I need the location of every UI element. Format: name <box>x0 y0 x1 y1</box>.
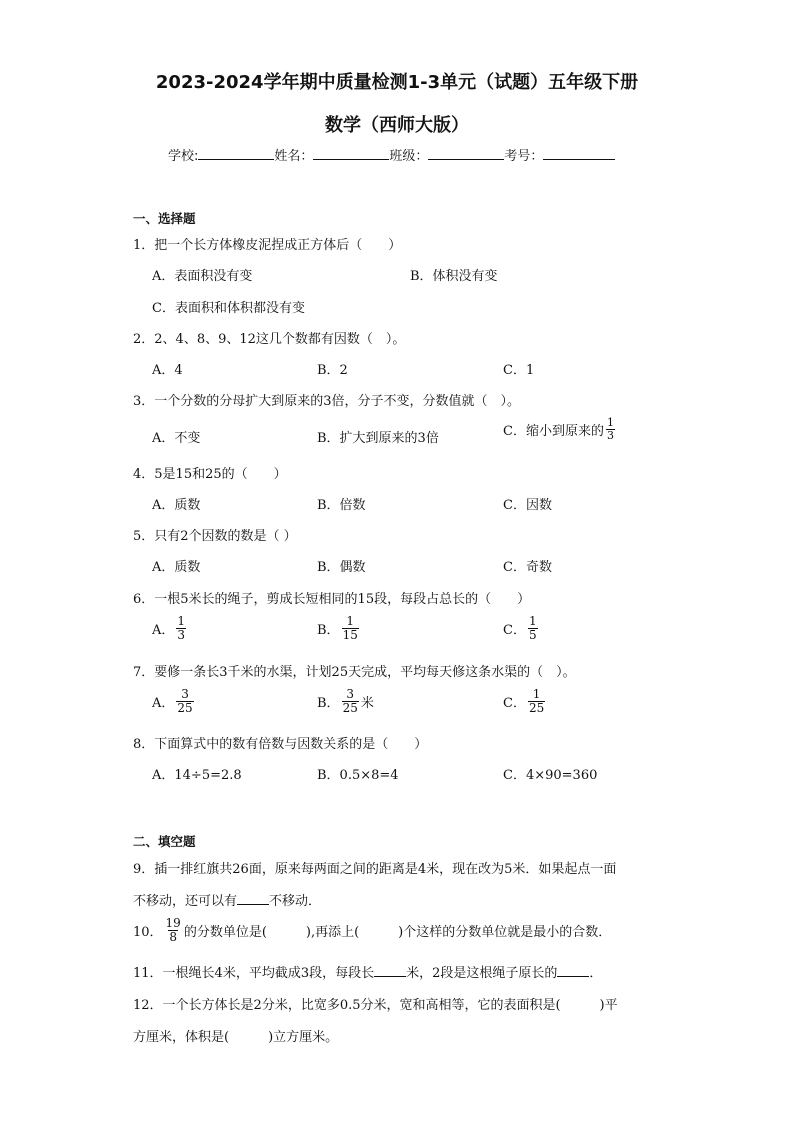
q8-option-a[interactable]: A．14÷5=2.8 <box>152 768 242 783</box>
page-subtitle: 数学（西师大版） <box>325 115 469 136</box>
q7-option-b[interactable] <box>317 688 374 714</box>
q11-text-a: 11．一根绳长4米，平均截成3段，每段长 <box>133 966 375 981</box>
q3-option-a[interactable]: A．不变 <box>152 431 201 446</box>
q5-option-c[interactable]: C．奇数 <box>503 560 552 575</box>
question-1: 1．把一个长方体橡皮泥捏成正方体后（ ） <box>133 238 402 253</box>
denominator: 5 <box>528 627 537 642</box>
numerator: 1 <box>528 614 537 628</box>
numerator: 3 <box>181 687 189 701</box>
denominator: 25 <box>342 700 358 715</box>
q7-option-b-label: B． <box>317 695 340 711</box>
question-9-line2 <box>133 890 321 909</box>
question-9-line1: 9．插一排红旗共26面，原来每两面之间的距离是4米，现在改为5米．如果起点一面 <box>133 862 617 877</box>
number-label: 考号： <box>504 149 544 164</box>
question-12-line1: 12．一个长方体长是2分米，比宽多0.5分米，宽和高相等，它的表面积是( )平 <box>133 998 618 1013</box>
q2-option-c[interactable]: C．1 <box>503 363 535 378</box>
q3-option-c[interactable] <box>503 417 617 441</box>
fraction <box>165 917 182 943</box>
answer-blank[interactable] <box>557 964 589 977</box>
numerator: 1 <box>532 687 541 701</box>
q1-option-c[interactable]: C．表面积和体积都没有变 <box>152 301 305 316</box>
q4-option-a[interactable]: A．质数 <box>152 498 201 513</box>
q6-option-c[interactable] <box>503 615 540 641</box>
numerator: 19 <box>165 916 181 930</box>
student-info-line <box>168 145 615 164</box>
question-8: 8．下面算式中的数有倍数与因数关系的是（ ） <box>133 737 428 752</box>
q11-text-c: ． <box>589 966 603 981</box>
denominator: 8 <box>169 929 177 944</box>
q2-option-b[interactable]: B．2 <box>317 363 348 378</box>
class-field[interactable] <box>428 147 504 160</box>
page-title: 2023-2024学年期中质量检测1-3单元（试题）五年级下册 <box>155 72 639 93</box>
question-5: 5．只有2个因数的数是（ ） <box>133 529 297 544</box>
numerator: 3 <box>346 687 355 701</box>
question-12-line2: 方厘米，体积是( )立方厘米。 <box>133 1030 339 1045</box>
q9-text: 不移动，还可以有 <box>133 894 238 909</box>
fraction <box>342 688 359 714</box>
q8-option-c[interactable]: C．4×90=360 <box>503 768 598 783</box>
q7-option-c-label: C． <box>503 695 526 711</box>
unit-label: 米 <box>360 695 374 711</box>
q6-option-a[interactable] <box>152 615 188 641</box>
fraction <box>528 615 538 641</box>
q1-option-b[interactable]: B．体积没有变 <box>410 269 498 284</box>
q7-option-a[interactable] <box>152 688 196 714</box>
fraction <box>176 615 186 641</box>
q6-option-b-label: B． <box>317 622 340 638</box>
fraction <box>176 688 193 714</box>
q8-option-b[interactable]: B．0.5×8=4 <box>317 768 399 783</box>
numerator: 1 <box>177 614 186 628</box>
q7-option-a-label: A． <box>152 695 175 711</box>
denominator: 25 <box>528 700 545 715</box>
numerator: 1 <box>346 614 355 628</box>
class-label: 班级： <box>389 149 429 164</box>
q6-option-b[interactable] <box>317 615 361 641</box>
q3-option-b[interactable]: B．扩大到原来的3倍 <box>317 431 439 446</box>
answer-blank[interactable] <box>374 964 406 977</box>
q10-number: 10． <box>133 924 163 940</box>
section-fill-heading: 二、填空题 <box>133 834 196 849</box>
q9-text-end: 不移动． <box>269 894 322 909</box>
q1-option-a[interactable]: A．表面积没有变 <box>152 269 253 284</box>
school-label: 学校: <box>168 149 199 164</box>
answer-blank[interactable] <box>237 892 269 905</box>
numerator: 1 <box>606 416 614 429</box>
q5-option-a[interactable]: A．质数 <box>152 560 201 575</box>
name-field[interactable] <box>313 147 389 160</box>
number-field[interactable] <box>543 147 615 160</box>
q6-option-c-label: C． <box>503 622 526 638</box>
q5-option-b[interactable]: B．偶数 <box>317 560 366 575</box>
fraction <box>342 615 359 641</box>
q4-option-c[interactable]: C．因数 <box>503 498 552 513</box>
q11-text-b: 米，2段是这根绳子原长的 <box>406 966 558 981</box>
question-7: 7．要修一条长3千米的水渠，计划25天完成，平均每天修这条水渠的（ ）。 <box>133 665 576 680</box>
q4-option-b[interactable]: B．倍数 <box>317 498 366 513</box>
name-label: 姓名： <box>274 149 314 164</box>
fraction <box>528 688 545 714</box>
denominator: 3 <box>606 428 614 442</box>
denominator: 25 <box>177 700 193 715</box>
fraction <box>606 417 615 441</box>
q10-text: 的分数单位是( ),再添上( )个这样的分数单位就是最小的合数． <box>183 924 612 940</box>
q7-option-c[interactable] <box>503 688 547 714</box>
q3-option-c-label: C．缩小到原来的 <box>503 423 604 439</box>
question-10 <box>133 917 611 943</box>
denominator: 15 <box>342 627 358 642</box>
question-3: 3．一个分数的分母扩大到原来的3倍，分子不变，分数值就（ ）。 <box>133 394 521 409</box>
q6-option-a-label: A． <box>152 622 175 638</box>
question-6: 6．一根5米长的绳子，剪成长短相同的15段，每段占总长的（ ） <box>133 592 531 607</box>
q2-option-a[interactable]: A．4 <box>152 363 183 378</box>
section-choice-heading: 一、选择题 <box>133 211 196 226</box>
denominator: 3 <box>177 627 186 642</box>
question-11 <box>133 962 602 981</box>
question-2: 2．2、4、8、9、12这几个数都有因数（ ）。 <box>133 332 406 347</box>
question-4: 4．5是15和25的（ ） <box>133 467 287 482</box>
school-field[interactable] <box>198 147 274 160</box>
